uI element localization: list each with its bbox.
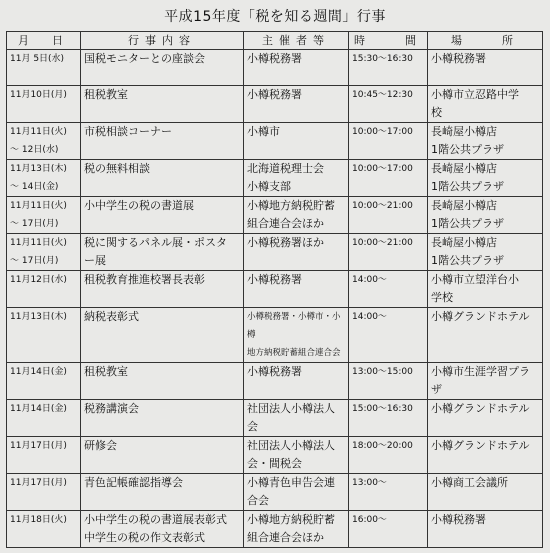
date-cell xyxy=(7,271,81,308)
place-cell xyxy=(428,363,543,400)
table-row xyxy=(7,86,543,123)
event-cell-line: 租税教育推進校署長表彰 xyxy=(84,273,205,286)
organizer-cell-line: 小樽地方納税貯蓄 xyxy=(247,513,335,526)
place-cell xyxy=(428,86,543,123)
time-cell: 14:00〜 xyxy=(349,308,428,363)
time-cell: 10:00〜17:00 xyxy=(349,160,428,197)
table-row xyxy=(7,400,543,437)
time-cell: 10:00〜21:00 xyxy=(349,234,428,271)
event-cell-line: 納税表彰式 xyxy=(84,310,139,323)
organizer-cell xyxy=(244,308,349,363)
event-cell xyxy=(81,86,244,123)
organizer-cell xyxy=(244,271,349,308)
date-cell-line: 11月11日(火) xyxy=(10,238,67,248)
organizer-cell xyxy=(244,363,349,400)
event-cell-line: 中学生の税の作文表彰式 xyxy=(84,531,205,544)
event-cell xyxy=(81,363,244,400)
event-cell xyxy=(81,437,244,474)
organizer-cell-line: 社団法人小樽法人 xyxy=(247,402,335,415)
time-cell: 16:00〜 xyxy=(349,511,428,548)
table-row xyxy=(7,363,543,400)
date-cell xyxy=(7,437,81,474)
place-cell-line: 小樽グランドホテル xyxy=(431,439,530,452)
header-event: 行事内容 xyxy=(81,32,244,50)
organizer-cell xyxy=(244,197,349,234)
place-cell-line: 長崎屋小樽店 xyxy=(431,236,497,249)
event-cell-line: 市税相談コーナー xyxy=(84,125,172,138)
place-cell xyxy=(428,400,543,437)
organizer-cell-line: 合会 xyxy=(247,494,269,507)
table-header-row xyxy=(7,32,543,50)
date-cell-line: 11月11日(火) xyxy=(10,127,67,137)
date-cell-line: 〜 14日(金) xyxy=(10,182,59,192)
header-organizer: 主催者等 xyxy=(244,32,349,50)
event-cell-line: 青色記帳確認指導会 xyxy=(84,476,183,489)
page-title: 平成15年度「税を知る週間」行事 xyxy=(164,9,386,25)
schedule-body xyxy=(7,50,543,548)
date-cell-line: 11月17日(月) xyxy=(10,441,67,451)
organizer-cell-line: 会・間税会 xyxy=(247,457,302,470)
date-cell xyxy=(7,363,81,400)
header-place: 場 所 xyxy=(428,32,543,50)
header-time: 時 間 xyxy=(349,32,428,50)
place-cell-line: 長崎屋小樽店 xyxy=(431,125,497,138)
organizer-cell-line: 小樽地方納税貯蓄 xyxy=(247,199,335,212)
time-cell: 15:00〜16:30 xyxy=(349,400,428,437)
table-row xyxy=(7,511,543,548)
date-cell xyxy=(7,160,81,197)
place-cell-line: 学校 xyxy=(431,291,453,304)
event-cell-line: 税の無料相談 xyxy=(84,162,150,175)
place-cell-line: 小樽グランドホテル xyxy=(431,402,530,415)
place-cell-line: ザ xyxy=(431,383,442,396)
organizer-cell-line: 社団法人小樽法人 xyxy=(247,439,335,452)
place-cell-line: 1階公共プラザ xyxy=(431,143,504,156)
organizer-cell-line: 小樽税務署 xyxy=(247,273,302,286)
event-cell xyxy=(81,271,244,308)
organizer-cell-line: 小樽税務署・小樽市・小樽 xyxy=(247,312,341,340)
place-cell-line: 校 xyxy=(431,106,442,119)
event-cell xyxy=(81,123,244,160)
place-cell xyxy=(428,197,543,234)
place-cell xyxy=(428,308,543,363)
organizer-cell-line: 地方納税貯蓄組合連合会 xyxy=(247,348,341,358)
event-cell-line: 租税教室 xyxy=(84,365,128,378)
place-cell-line: 1階公共プラザ xyxy=(431,254,504,267)
place-cell xyxy=(428,511,543,548)
time-cell: 14:00〜 xyxy=(349,271,428,308)
organizer-cell xyxy=(244,234,349,271)
event-cell xyxy=(81,400,244,437)
header-date: 月 日 xyxy=(7,32,81,50)
organizer-cell-line: 北海道税理士会 xyxy=(247,162,324,175)
organizer-cell-line: 組合連合会ほか xyxy=(247,531,324,544)
place-cell-line: 小樽市立忍路中学 xyxy=(431,88,519,101)
table-row xyxy=(7,437,543,474)
place-cell-line: 小樽商工会議所 xyxy=(431,476,508,489)
table-row xyxy=(7,308,543,363)
time-cell: 10:45〜12:30 xyxy=(349,86,428,123)
event-cell-line: 研修会 xyxy=(84,439,117,452)
table-row xyxy=(7,50,543,86)
place-cell xyxy=(428,160,543,197)
date-cell-line: 〜 12日(水) xyxy=(10,145,59,155)
date-cell xyxy=(7,197,81,234)
event-cell xyxy=(81,234,244,271)
date-cell-line: 〜 17日(月) xyxy=(10,256,59,266)
date-cell xyxy=(7,86,81,123)
time-cell: 10:00〜21:00 xyxy=(349,197,428,234)
table-row xyxy=(7,123,543,160)
organizer-cell xyxy=(244,437,349,474)
date-cell-line: 11月18日(火) xyxy=(10,515,67,525)
time-cell: 18:00〜20:00 xyxy=(349,437,428,474)
date-cell-line: 11月17日(月) xyxy=(10,478,67,488)
organizer-cell xyxy=(244,50,349,86)
place-cell-line: 小樽税務署 xyxy=(431,52,486,65)
organizer-cell xyxy=(244,511,349,548)
event-cell xyxy=(81,308,244,363)
organizer-cell xyxy=(244,86,349,123)
place-cell-line: 長崎屋小樽店 xyxy=(431,199,497,212)
date-cell xyxy=(7,474,81,511)
date-cell-line: 11月 5日(水) xyxy=(10,54,65,64)
event-cell-line: 国税モニターとの座談会 xyxy=(84,52,205,65)
date-cell-line: 11月11日(火) xyxy=(10,201,67,211)
event-cell xyxy=(81,50,244,86)
event-cell xyxy=(81,160,244,197)
date-cell-line: 11月13日(木) xyxy=(10,164,67,174)
date-cell-line: 11月12日(水) xyxy=(10,275,67,285)
date-cell-line: 11月14日(金) xyxy=(10,367,67,377)
table-row xyxy=(7,197,543,234)
event-cell-line: 租税教室 xyxy=(84,88,128,101)
time-cell: 10:00〜17:00 xyxy=(349,123,428,160)
date-cell xyxy=(7,308,81,363)
date-cell xyxy=(7,50,81,86)
place-cell-line: 小樽市立望洋台小 xyxy=(431,273,519,286)
organizer-cell-line: 組合連合会ほか xyxy=(247,217,324,230)
date-cell xyxy=(7,234,81,271)
place-cell xyxy=(428,474,543,511)
date-cell-line: 11月10日(月) xyxy=(10,90,67,100)
table-row xyxy=(7,271,543,308)
place-cell-line: 長崎屋小樽店 xyxy=(431,162,497,175)
date-cell xyxy=(7,400,81,437)
place-cell-line: 小樽税務署 xyxy=(431,513,486,526)
event-cell-line: 税務講演会 xyxy=(84,402,139,415)
organizer-cell-line: 小樽支部 xyxy=(247,180,291,193)
organizer-cell-line: 会 xyxy=(247,420,258,433)
event-cell-line: ー展 xyxy=(84,254,106,267)
organizer-cell xyxy=(244,123,349,160)
organizer-cell xyxy=(244,400,349,437)
schedule-table xyxy=(6,31,543,548)
date-cell-line: 11月14日(金) xyxy=(10,404,67,414)
place-cell xyxy=(428,123,543,160)
table-row xyxy=(7,160,543,197)
event-cell xyxy=(81,511,244,548)
organizer-cell-line: 小樽市 xyxy=(247,125,280,138)
organizer-cell-line: 小樽税務署 xyxy=(247,88,302,101)
place-cell xyxy=(428,234,543,271)
place-cell xyxy=(428,50,543,86)
organizer-cell-line: 小樽税務署 xyxy=(247,52,302,65)
event-cell-line: 税に関するパネル展・ポスタ xyxy=(84,236,227,249)
event-cell-line: 小中学生の税の書道展 xyxy=(84,199,194,212)
time-cell: 15:30〜16:30 xyxy=(349,50,428,86)
table-row xyxy=(7,474,543,511)
place-cell xyxy=(428,437,543,474)
organizer-cell-line: 小樽税務署ほか xyxy=(247,236,324,249)
organizer-cell-line: 小樽青色申告会連 xyxy=(247,476,335,489)
event-cell xyxy=(81,474,244,511)
time-cell: 13:00〜 xyxy=(349,474,428,511)
organizer-cell-line: 小樽税務署 xyxy=(247,365,302,378)
place-cell-line: 小樽グランドホテル xyxy=(431,310,530,323)
time-cell: 13:00〜15:00 xyxy=(349,363,428,400)
place-cell-line: 1階公共プラザ xyxy=(431,217,504,230)
date-cell-line: 11月13日(木) xyxy=(10,312,67,322)
place-cell-line: 小樽市生涯学習プラ xyxy=(431,365,530,378)
place-cell-line: 1階公共プラザ xyxy=(431,180,504,193)
date-cell xyxy=(7,511,81,548)
event-cell xyxy=(81,197,244,234)
event-cell-line: 小中学生の税の書道展表彰式 xyxy=(84,513,227,526)
organizer-cell xyxy=(244,160,349,197)
organizer-cell xyxy=(244,474,349,511)
table-row xyxy=(7,234,543,271)
date-cell-line: 〜 17日(月) xyxy=(10,219,59,229)
place-cell xyxy=(428,271,543,308)
date-cell xyxy=(7,123,81,160)
